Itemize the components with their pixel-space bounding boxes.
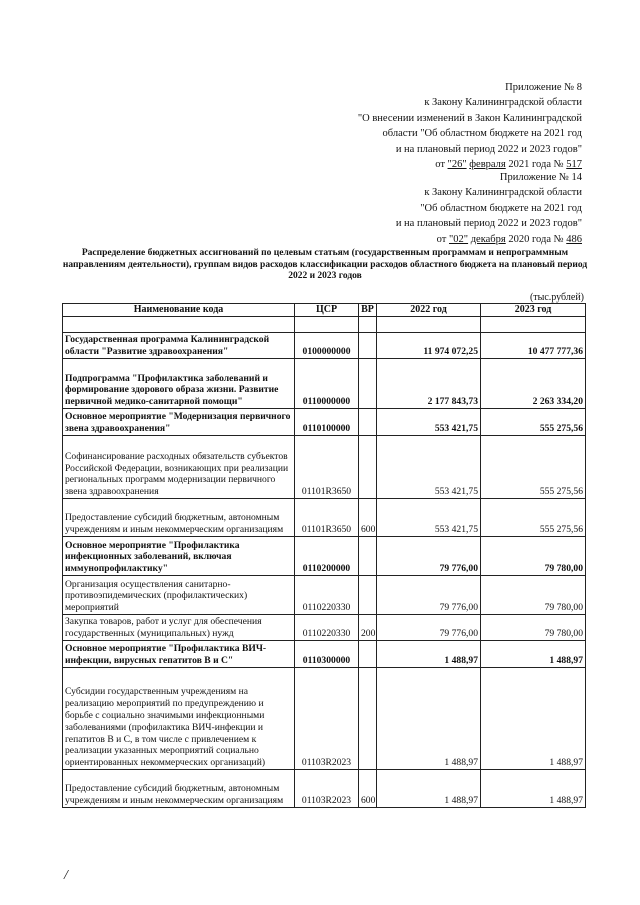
cell-2023: 2 263 334,20 [481, 359, 586, 409]
appendix-8-line: к Закону Калининградской области [424, 97, 582, 109]
cell-csr: 01103R2023 [295, 668, 359, 770]
cell-2022: 1 488,97 [377, 770, 481, 808]
cell-name: Основное мероприятие "Профилактика инфекционных заболеваний, включая иммунопрофилактику" [63, 537, 295, 576]
date-mid: 2020 года № [505, 233, 567, 245]
table-row [63, 615, 586, 641]
cell-vr [359, 641, 377, 668]
cell-vr: 200 [359, 615, 377, 641]
cell-name: Софинансирование расходных обязательств субъектов Российской Федерации, возникающих при реализации региональных программ модернизации первичного звена здравоохранения [63, 436, 295, 499]
cell-2022: 11 974 072,25 [377, 333, 481, 359]
cell-name: Основное мероприятие "Профилактика ВИЧ-инфекции, вирусных гепатитов В и С" [63, 641, 295, 668]
cell-csr: 0110300000 [295, 641, 359, 668]
table-header-row [63, 304, 586, 317]
cell-name: Предоставление субсидий бюджетным, автономным учреждениям и иным некоммерческим организациям [63, 770, 295, 808]
cell-vr [359, 576, 377, 615]
law-number: 517 [566, 159, 582, 171]
table-row [63, 641, 586, 668]
table-row [63, 537, 586, 576]
cell-2022: 553 421,75 [377, 499, 481, 537]
document-title: Распределение бюджетных ассигнований по целевым статьям (государственным программам и непрограммным направлениям деятельности), группам видов расходов классификации расходов областного бюджета на плановый период 2022 и 2023 годов [62, 248, 588, 282]
cell-2023: 555 275,56 [481, 409, 586, 436]
cell-name: Предоставление субсидий бюджетным, автономным учреждениям и иным некоммерческим организациям [63, 499, 295, 537]
date-month: декабря [470, 233, 506, 245]
cell-vr [359, 537, 377, 576]
cell-2022: 79 776,00 [377, 537, 481, 576]
column-header: Наименование кода [63, 304, 295, 317]
cell-2023: 1 488,97 [481, 668, 586, 770]
date-month: февраля [469, 159, 506, 171]
cell-name: Организация осуществления санитарно-противоэпидемических (профилактических) мероприятий [63, 576, 295, 615]
cell-vr: 600 [359, 499, 377, 537]
cell-vr [359, 668, 377, 770]
cell-2023: 79 780,00 [481, 576, 586, 615]
date-day: "26" [447, 159, 467, 171]
cell-vr [359, 359, 377, 409]
cell-2023: 1 488,97 [481, 641, 586, 668]
cell-vr: 600 [359, 770, 377, 808]
appendix-8-line: и на плановый период 2022 и 2023 годов" [395, 143, 582, 155]
appendix-14-header [396, 170, 582, 247]
cell-csr: 0110100000 [295, 409, 359, 436]
table-row [63, 668, 586, 770]
law-number: 486 [566, 233, 582, 245]
cell-2022: 1 488,97 [377, 641, 481, 668]
cell-2023: 555 275,56 [481, 499, 586, 537]
appendix-14-date [396, 232, 582, 247]
cell-vr [359, 409, 377, 436]
cell-name: Подпрограмма "Профилактика заболеваний и формирование здорового образа жизни. Развитие первичной медико-санитарной помощи" [63, 359, 295, 409]
cell-name: Закупка товаров, работ и услуг для обеспечения государственных (муниципальных) нужд [63, 615, 295, 641]
cell-csr: 0110220330 [295, 576, 359, 615]
cell-2022: 1 488,97 [377, 668, 481, 770]
date-mid: 2021 года № [505, 159, 567, 171]
cell-2022: 553 421,75 [377, 436, 481, 499]
cell-2023: 79 780,00 [481, 537, 586, 576]
cell-csr: 0110200000 [295, 537, 359, 576]
appendix-8-header [358, 80, 582, 172]
appendix-8-line: области "Об областном бюджете на 2021 год [382, 128, 582, 140]
cell-name: Основное мероприятие "Модернизация первичного звена здравоохранения" [63, 409, 295, 436]
date-prefix: от [436, 233, 449, 245]
table-row [63, 359, 586, 409]
cell-csr: 01101R3650 [295, 436, 359, 499]
appendix-14-line: и на плановый период 2022 и 2023 годов" [395, 218, 582, 230]
column-header: ВР [359, 304, 377, 317]
spacer-row [63, 317, 586, 333]
cell-name: Государственная программа Калининградской области "Развитие здравоохранения" [63, 333, 295, 359]
cell-vr [359, 436, 377, 499]
cell-csr: 0110220330 [295, 615, 359, 641]
appendix-8-title: Приложение № 8 [505, 82, 582, 93]
column-header: ЦСР [295, 304, 359, 317]
cell-csr: 0110000000 [295, 359, 359, 409]
cell-2023: 10 477 777,36 [481, 333, 586, 359]
date-prefix: от [435, 159, 448, 171]
cell-name: Субсидии государственным учреждениям на реализацию мероприятий по предупреждению и борьбе с социально значимыми инфекционными заболеваниями (профилактика ВИЧ-инфекции и гепатитов В и С, в том числе с привлечением к реализации указанных мероприятий социально ориентированных некоммерческих организаций) [63, 668, 295, 770]
table-row [63, 333, 586, 359]
table-row [63, 576, 586, 615]
cell-2023: 1 488,97 [481, 770, 586, 808]
column-header: 2023 год [481, 304, 586, 317]
cell-2022: 553 421,75 [377, 409, 481, 436]
unit-label: (тыс.рублей) [529, 292, 584, 303]
appendix-14-line: к Закону Калининградской области [424, 187, 582, 199]
cell-2023: 79 780,00 [481, 615, 586, 641]
date-day: "02" [449, 233, 469, 245]
cell-2022: 2 177 843,73 [377, 359, 481, 409]
cell-vr [359, 333, 377, 359]
cell-2022: 79 776,00 [377, 576, 481, 615]
cell-2022: 79 776,00 [377, 615, 481, 641]
cell-2023: 555 275,56 [481, 436, 586, 499]
cell-csr: 01103R2023 [295, 770, 359, 808]
appendix-14-line: "Об областном бюджете на 2021 год [420, 202, 582, 214]
table-row [63, 436, 586, 499]
cell-csr: 01101R3650 [295, 499, 359, 537]
cell-csr: 0100000000 [295, 333, 359, 359]
appendix-8-line: "О внесении изменений в Закон Калининградской [357, 112, 582, 124]
column-header: 2022 год [377, 304, 481, 317]
table-row [63, 770, 586, 808]
table-row [63, 499, 586, 537]
appendix-14-title: Приложение № 14 [499, 172, 582, 183]
table-row [63, 409, 586, 436]
pen-mark: / [64, 868, 68, 883]
budget-table [62, 303, 586, 808]
